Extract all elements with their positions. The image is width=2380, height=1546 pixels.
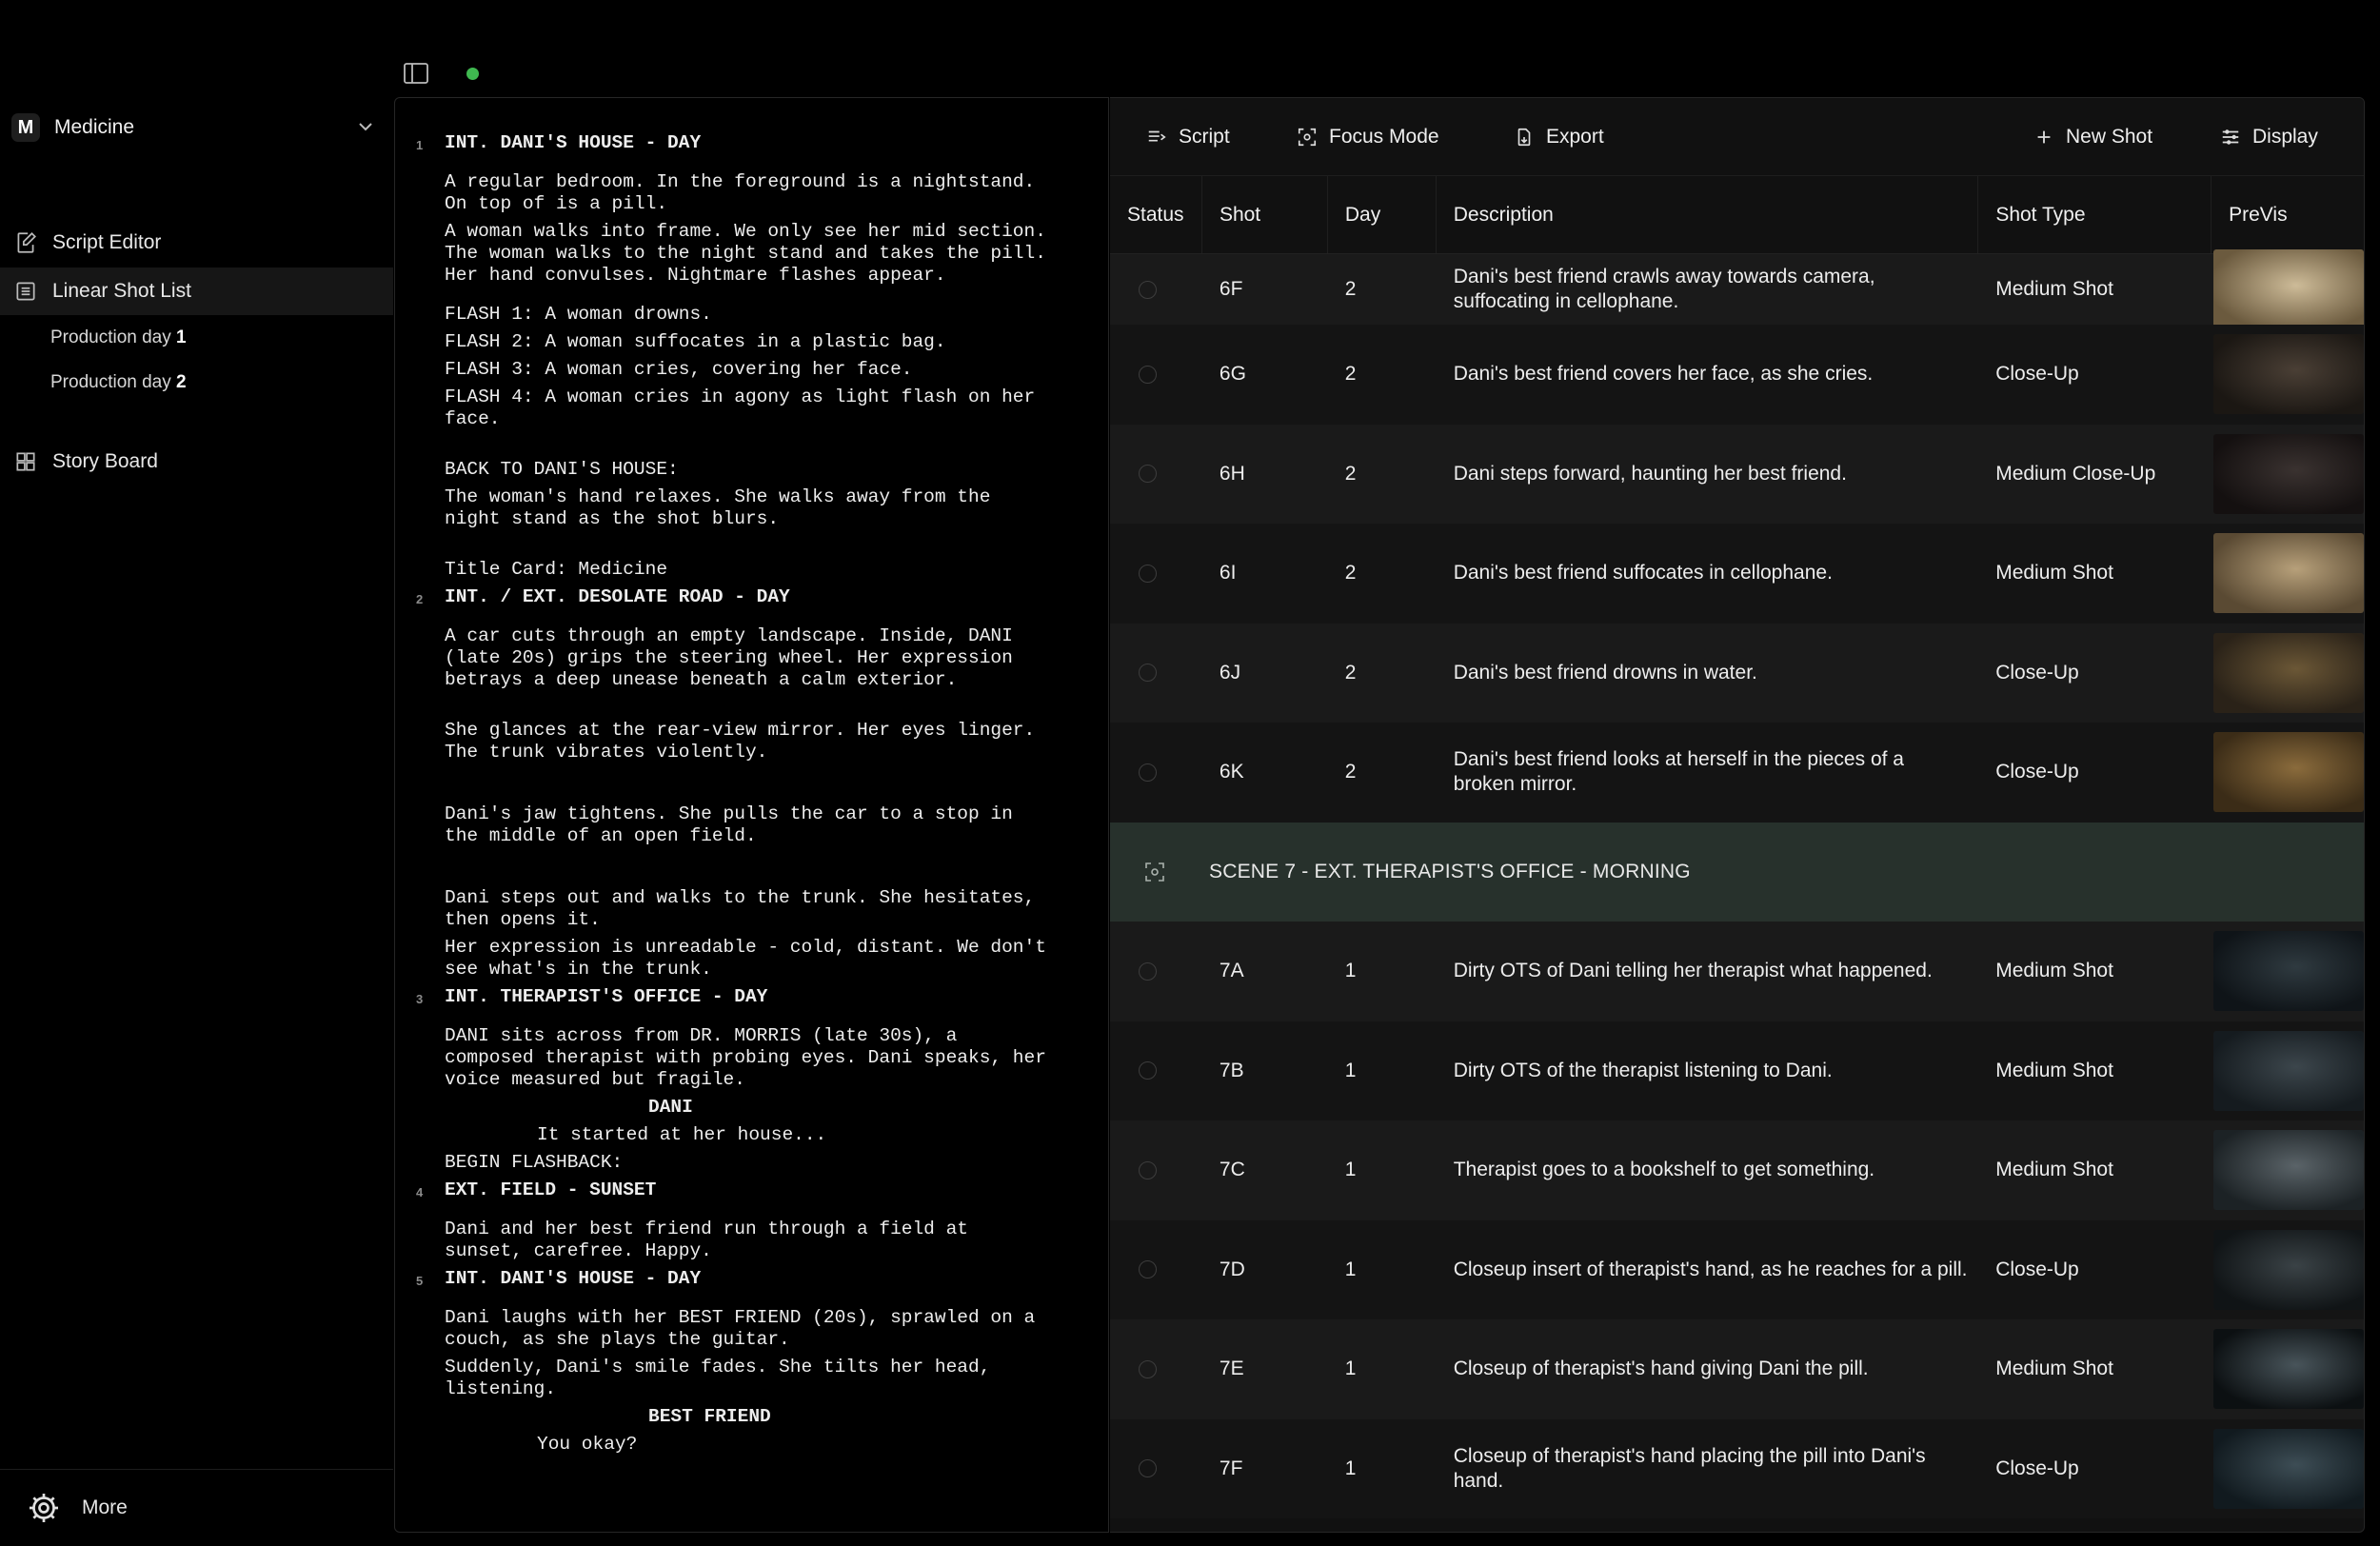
description-cell[interactable]: Dani's best friend suffocates in cellophane. <box>1453 562 1833 585</box>
script-text: It started at her house... <box>537 1124 827 1145</box>
status-circle-icon[interactable] <box>1139 281 1157 299</box>
table-row[interactable] <box>1110 1319 2364 1419</box>
shot-cell[interactable]: 7B <box>1219 1059 1244 1081</box>
script-text: FLASH 3: A woman cries, covering her face. <box>445 359 913 380</box>
action-line[interactable] <box>395 1219 1108 1262</box>
scene-header-label: SCENE 7 - EXT. THERAPIST'S OFFICE - MORNING <box>1209 860 1691 882</box>
shot-type-cell[interactable]: Medium Shot <box>1995 1159 2113 1181</box>
status-cell[interactable] <box>1110 325 1202 425</box>
action-line[interactable] <box>395 1152 1108 1174</box>
day-cell[interactable]: 1 <box>1344 1358 1357 1380</box>
script-text: INT. THERAPIST'S OFFICE - DAY <box>445 986 768 1007</box>
scene-number: 2 <box>416 592 424 606</box>
script-text: DANI sits across from DR. MORRIS (late 30s), a composed therapist with probing eyes. Dani speaks, her voice measured but fragile. <box>445 1025 1058 1090</box>
script-text: The woman's hand relaxes. She walks away from the night stand as the shot blurs. <box>445 486 1002 529</box>
description-cell[interactable]: Dani's best friend drowns in water. <box>1453 661 1757 684</box>
previs-cell[interactable] <box>2211 1021 2364 1121</box>
shot-type-cell[interactable]: Medium Close-Up <box>1995 462 2156 485</box>
status-cell[interactable] <box>1110 254 1202 325</box>
previs-thumbnail[interactable] <box>2213 633 2364 713</box>
script-text: Title Card: Medicine <box>445 559 668 580</box>
description-cell[interactable]: Dani's best friend crawls away towards camera, suffocating in cellophane. <box>1453 266 1875 312</box>
previs-thumbnail[interactable] <box>2213 1230 2364 1310</box>
header-shot-type[interactable]: Shot Type <box>1978 176 2211 253</box>
previs-cell[interactable] <box>2211 1220 2364 1320</box>
scene-heading[interactable] <box>395 1179 1108 1201</box>
shot-type-cell[interactable]: Medium Shot <box>1995 278 2113 300</box>
scene-number: 5 <box>416 1274 424 1288</box>
script-text: DANI <box>648 1097 693 1118</box>
new-shot-label: New Shot <box>2066 126 2153 148</box>
previs-cell[interactable] <box>2211 624 2364 723</box>
dialogue-line[interactable] <box>395 1434 1108 1456</box>
day-cell[interactable]: 2 <box>1344 462 1357 485</box>
shot-type-cell[interactable]: Close-Up <box>1995 661 2079 684</box>
sliders-icon <box>2220 127 2241 148</box>
script-text: INT. DANI'S HOUSE - DAY <box>445 132 702 153</box>
shot-rows <box>1110 254 2364 1518</box>
scene-heading[interactable] <box>395 1268 1108 1290</box>
action-line[interactable] <box>395 625 1108 691</box>
previs-thumbnail[interactable] <box>2213 1031 2364 1111</box>
day-cell[interactable]: 1 <box>1344 1159 1357 1181</box>
previs-thumbnail[interactable] <box>2213 533 2364 613</box>
sidebar-toggle-icon[interactable] <box>404 63 428 84</box>
script-text: A regular bedroom. In the foreground is a nightstand. On top of is a pill. <box>445 171 1046 214</box>
header-status[interactable]: Status <box>1110 176 1202 253</box>
script-text: INT. / EXT. DESOLATE ROAD - DAY <box>445 586 790 607</box>
status-circle-icon[interactable] <box>1139 1360 1157 1378</box>
table-row[interactable] <box>1110 425 2364 525</box>
day-cell[interactable]: 2 <box>1344 363 1357 386</box>
shot-list-pane <box>1110 97 2365 1533</box>
day-cell[interactable]: 2 <box>1344 761 1357 783</box>
nav-production-day-2[interactable] <box>50 372 187 393</box>
shot-type-cell[interactable]: Close-Up <box>1995 363 2079 386</box>
action-line[interactable] <box>395 386 1108 430</box>
day-cell[interactable]: 1 <box>1344 1059 1357 1081</box>
script-toggle-button[interactable] <box>1146 123 1230 151</box>
table-row[interactable] <box>1110 1021 2364 1121</box>
nav-script-editor[interactable] <box>0 219 393 267</box>
script-text: BEST FRIEND <box>648 1406 771 1427</box>
action-line[interactable] <box>395 331 1108 353</box>
shot-cell[interactable]: 7A <box>1219 960 1244 982</box>
save-status-indicator <box>466 68 479 80</box>
script-text: FLASH 2: A woman suffocates in a plastic bag. <box>445 331 946 352</box>
script-pane[interactable] <box>394 97 1109 1533</box>
shot-type-cell[interactable]: Close-Up <box>1995 761 2079 783</box>
chevron-down-icon[interactable] <box>354 115 377 138</box>
description-cell[interactable]: Dirty OTS of the therapist listening to Dani. <box>1453 1059 1833 1081</box>
shot-cell[interactable]: 6J <box>1219 661 1241 684</box>
edit-document-icon <box>13 230 38 255</box>
focus-icon[interactable] <box>1143 861 1166 883</box>
export-icon <box>1514 127 1535 148</box>
shot-type-cell[interactable]: Medium Shot <box>1995 1358 2113 1380</box>
script-text: Dani's jaw tightens. She pulls the car to a stop in the middle of an open field. <box>445 803 1024 846</box>
status-cell[interactable] <box>1110 1419 1202 1519</box>
table-row[interactable] <box>1110 1220 2364 1320</box>
scene-heading[interactable] <box>395 986 1108 1008</box>
table-row[interactable] <box>1110 723 2364 823</box>
shot-type-cell[interactable]: Medium Shot <box>1995 1059 2113 1081</box>
day-cell[interactable]: 1 <box>1344 1457 1357 1479</box>
header-previs[interactable]: PreVis <box>2229 203 2288 226</box>
action-line[interactable] <box>395 459 1108 481</box>
script-lines-icon <box>1146 127 1167 148</box>
status-circle-icon[interactable] <box>1139 664 1157 682</box>
previs-cell[interactable] <box>2211 425 2364 525</box>
production-day-number: 1 <box>176 327 187 347</box>
script-text: BEGIN FLASHBACK: <box>445 1152 624 1173</box>
previs-cell[interactable] <box>2211 723 2364 823</box>
grid-icon <box>13 449 38 474</box>
export-label: Export <box>1546 126 1604 148</box>
production-day-label: Production day <box>50 372 177 392</box>
focus-mode-button[interactable] <box>1297 123 1439 151</box>
script-text: A car cuts through an empty landscape. Inside, DANI (late 20s) grips the steering wheel. Her expression betrays a deep unease beneath a calm exterior. <box>445 625 1024 690</box>
character-name[interactable] <box>395 1406 1108 1428</box>
scene-number: 1 <box>416 138 424 152</box>
project-name: Medicine <box>54 116 135 138</box>
action-line[interactable] <box>395 1307 1108 1351</box>
status-cell[interactable] <box>1110 922 1202 1021</box>
display-button[interactable] <box>2220 123 2318 151</box>
previs-cell[interactable] <box>2211 1319 2364 1419</box>
day-cell[interactable]: 2 <box>1344 278 1357 300</box>
previs-thumbnail[interactable] <box>2213 1429 2364 1509</box>
list-icon <box>13 279 38 304</box>
status-circle-icon[interactable] <box>1139 1260 1157 1278</box>
shot-cell[interactable]: 6F <box>1219 278 1243 300</box>
table-row[interactable] <box>1110 1419 2364 1519</box>
focus-icon <box>1297 127 1318 148</box>
script-text: INT. DANI'S HOUSE - DAY <box>445 1268 702 1289</box>
plus-icon <box>2033 127 2054 148</box>
shot-cell[interactable]: 6H <box>1219 462 1245 485</box>
script-text: A woman walks into frame. We only see her mid section. The woman walks to the night stand and takes the pill. Her hand convulses. Nightmare flashes appear. <box>445 221 1058 286</box>
status-cell[interactable] <box>1110 1021 1202 1121</box>
status-circle-icon[interactable] <box>1139 366 1157 384</box>
shot-list-toolbar <box>1110 98 2364 176</box>
table-header <box>1110 176 2364 254</box>
script-text: FLASH 4: A woman cries in agony as light flash on her face. <box>445 386 1046 429</box>
script-text: BACK TO DANI'S HOUSE: <box>445 459 679 480</box>
status-cell[interactable] <box>1110 624 1202 723</box>
script-text: Dani laughs with her BEST FRIEND (20s), sprawled on a couch, as she plays the guitar. <box>445 1307 1046 1350</box>
status-circle-icon[interactable] <box>1139 465 1157 483</box>
status-cell[interactable] <box>1110 1120 1202 1220</box>
shot-cell[interactable]: 6G <box>1219 363 1246 386</box>
day-cell[interactable]: 1 <box>1344 1258 1357 1280</box>
action-line[interactable] <box>395 221 1108 287</box>
sidebar <box>0 0 393 1546</box>
project-badge: M <box>11 113 40 142</box>
shot-cell[interactable]: 6K <box>1219 761 1244 783</box>
shot-type-cell[interactable]: Close-Up <box>1995 1457 2079 1479</box>
script-text: Dani steps out and walks to the trunk. She hesitates, then opens it. <box>445 887 1046 930</box>
status-circle-icon[interactable] <box>1139 763 1157 782</box>
header-day[interactable]: Day <box>1328 176 1437 253</box>
status-cell[interactable] <box>1110 524 1202 624</box>
description-cell[interactable]: Closeup of therapist's hand placing the pill into Dani's hand. <box>1453 1444 1926 1492</box>
character-name[interactable] <box>395 1097 1108 1119</box>
nav-story-board-label: Story Board <box>52 450 158 472</box>
action-line[interactable] <box>395 887 1108 931</box>
description-cell[interactable]: Dani's best friend looks at herself in the pieces of a broken mirror. <box>1453 748 1904 796</box>
previs-thumbnail[interactable] <box>2213 1329 2364 1409</box>
script-text: EXT. FIELD - SUNSET <box>445 1179 657 1200</box>
export-button[interactable] <box>1514 123 1604 151</box>
script-text: FLASH 1: A woman drowns. <box>445 304 712 325</box>
shot-cell[interactable]: 7E <box>1219 1358 1244 1380</box>
previs-cell[interactable] <box>2211 325 2364 425</box>
script-content[interactable] <box>395 132 1108 1456</box>
previs-cell[interactable] <box>2211 1120 2364 1220</box>
display-label: Display <box>2252 126 2318 148</box>
status-circle-icon[interactable] <box>1139 1061 1157 1080</box>
description-cell[interactable]: Closeup of therapist's hand giving Dani the pill. <box>1453 1358 1869 1380</box>
status-cell[interactable] <box>1110 425 1202 525</box>
shot-type-cell[interactable]: Medium Shot <box>1995 562 2113 585</box>
status-circle-icon[interactable] <box>1139 1161 1157 1179</box>
scene-number: 3 <box>416 992 424 1006</box>
nav-production-day-1[interactable] <box>50 327 187 348</box>
script-text: Suddenly, Dani's smile fades. She tilts her head, listening. <box>445 1357 1002 1399</box>
table-row[interactable] <box>1110 254 2364 325</box>
scene-heading[interactable] <box>395 132 1108 154</box>
nav-story-board[interactable] <box>0 438 393 486</box>
more-button[interactable] <box>0 1469 393 1546</box>
action-line[interactable] <box>395 1357 1108 1400</box>
description-cell[interactable]: Closeup insert of therapist's hand, as he reaches for a pill. <box>1453 1258 1968 1280</box>
action-line[interactable] <box>395 304 1108 326</box>
action-line[interactable] <box>395 559 1108 581</box>
description-cell[interactable]: Dani's best friend covers her face, as she cries. <box>1453 363 1874 386</box>
action-line[interactable] <box>395 359 1108 381</box>
table-row[interactable] <box>1110 325 2364 425</box>
new-shot-button[interactable] <box>2033 123 2152 151</box>
previs-thumbnail[interactable] <box>2213 249 2364 329</box>
table-row[interactable] <box>1110 1120 2364 1220</box>
previs-cell[interactable] <box>2211 254 2364 325</box>
table-row[interactable] <box>1110 524 2364 624</box>
dialogue-line[interactable] <box>395 1124 1108 1146</box>
shot-cell[interactable]: 7C <box>1219 1159 1245 1181</box>
table-row[interactable] <box>1110 922 2364 1021</box>
shot-type-cell[interactable]: Medium Shot <box>1995 960 2113 982</box>
table-row[interactable] <box>1110 624 2364 723</box>
shot-cell[interactable]: 7F <box>1219 1457 1243 1479</box>
action-line[interactable] <box>395 1025 1108 1091</box>
header-shot[interactable]: Shot <box>1202 176 1328 253</box>
status-circle-icon[interactable] <box>1139 565 1157 583</box>
focus-mode-label: Focus Mode <box>1329 126 1439 148</box>
script-text: Her expression is unreadable - cold, distant. We don't see what's in the trunk. <box>445 937 1058 980</box>
action-line[interactable] <box>395 720 1108 763</box>
scene-heading[interactable] <box>395 586 1108 608</box>
day-cell[interactable]: 2 <box>1344 562 1357 585</box>
description-cell[interactable]: Therapist goes to a bookshelf to get something. <box>1453 1159 1875 1181</box>
status-circle-icon[interactable] <box>1139 1459 1157 1477</box>
scene-number: 4 <box>416 1185 424 1199</box>
previs-thumbnail[interactable] <box>2213 1130 2364 1210</box>
previs-cell[interactable] <box>2211 1419 2364 1519</box>
production-day-number: 2 <box>176 372 187 392</box>
previs-thumbnail[interactable] <box>2213 931 2364 1011</box>
status-cell[interactable] <box>1110 723 1202 823</box>
status-cell[interactable] <box>1110 1319 1202 1419</box>
previs-thumbnail[interactable] <box>2213 434 2364 514</box>
script-text: Dani and her best friend run through a field at sunset, carefree. Happy. <box>445 1219 980 1261</box>
production-day-label: Production day <box>50 327 177 347</box>
script-text: You okay? <box>537 1434 638 1455</box>
script-text: She glances at the rear-view mirror. Her eyes linger. The trunk vibrates violently. <box>445 720 1046 763</box>
action-line[interactable] <box>395 937 1108 981</box>
shot-cell[interactable]: 6I <box>1219 562 1237 585</box>
action-line[interactable] <box>395 486 1108 530</box>
day-cell[interactable]: 2 <box>1344 661 1357 684</box>
header-description[interactable]: Description <box>1437 176 1979 253</box>
previs-thumbnail[interactable] <box>2213 732 2364 812</box>
description-cell[interactable]: Dani steps forward, haunting her best friend. <box>1453 462 1847 485</box>
script-toggle-label: Script <box>1179 126 1230 148</box>
action-line[interactable] <box>395 803 1108 847</box>
action-line[interactable] <box>395 171 1108 215</box>
scene-header-row[interactable] <box>1110 823 2364 922</box>
shot-type-cell[interactable]: Close-Up <box>1995 1258 2079 1280</box>
status-cell[interactable] <box>1110 1220 1202 1320</box>
previs-cell[interactable] <box>2211 922 2364 1021</box>
more-label: More <box>82 1496 128 1518</box>
nav-linear-shot-list[interactable] <box>0 268 393 315</box>
nav-script-editor-label: Script Editor <box>52 231 162 253</box>
status-circle-icon[interactable] <box>1139 962 1157 981</box>
previs-cell[interactable] <box>2211 524 2364 624</box>
nav-linear-shot-list-label: Linear Shot List <box>52 280 191 302</box>
shot-cell[interactable]: 7D <box>1219 1258 1245 1280</box>
project-selector[interactable] <box>11 109 383 146</box>
gear-icon <box>27 1491 61 1525</box>
previs-thumbnail[interactable] <box>2213 334 2364 414</box>
description-cell[interactable]: Dirty OTS of Dani telling her therapist what happened. <box>1453 960 1933 982</box>
day-cell[interactable]: 1 <box>1344 960 1357 982</box>
